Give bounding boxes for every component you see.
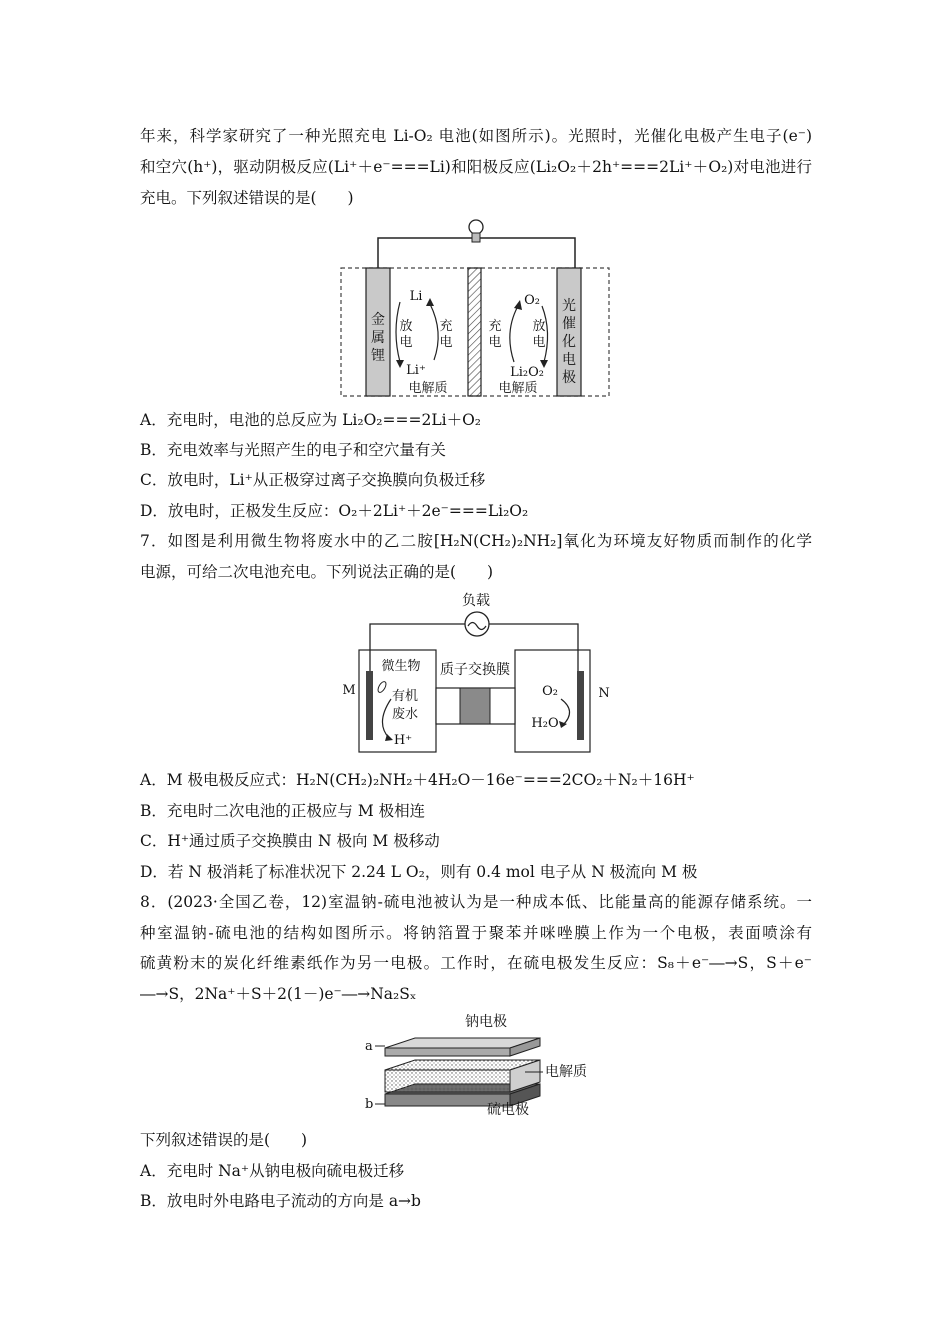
o2-label: O₂ (524, 293, 540, 308)
q8-stem-line-2: 种室温钠-硫电池的结构如图所示。将钠箔置于聚苯并咪唑膜上作为一个电极，表面喷涂有 (140, 924, 812, 942)
wastewater-label: 废水 (391, 707, 419, 722)
left-electrode-label-3: 锂 (371, 348, 385, 364)
left-discharge-1: 放 (399, 319, 413, 334)
m-label: M (342, 683, 356, 698)
q6-option-b: B．充电效率与光照产生的电子和空穴量有关 (140, 441, 446, 459)
q6-stem-line-2: 和空穴(h⁺)，驱动阴极反应(Li⁺＋e⁻===Li)和阳极反应(Li₂O₂＋2h⁺===2Li⁺＋O₂)对电池进行 (140, 158, 812, 176)
h-ion-label: H⁺ (393, 733, 413, 748)
right-discharge-2: 电 (532, 335, 546, 350)
q8-question: 下列叙述错误的是( ) (140, 1131, 308, 1149)
h2o-label: H₂O (531, 716, 559, 731)
n-electrode (577, 671, 584, 740)
left-charge-2: 电 (439, 335, 453, 350)
right-electrolyte-label: 电解质 (498, 381, 538, 396)
right-discharge-1: 放 (532, 319, 546, 334)
right-charge-1: 充 (488, 319, 502, 334)
right-electrode-label-5: 极 (562, 370, 576, 386)
q8-option-b: B．放电时外电路电子流动的方向是 a→b (140, 1192, 421, 1210)
sodium-sulfur-cell-diagram (355, 1008, 605, 1118)
o2-label-q7: O₂ (542, 684, 558, 699)
organic-label: 有机 (391, 689, 419, 704)
terminal-a-label: a (365, 1039, 373, 1054)
li-ion-label: Li⁺ (406, 363, 426, 378)
right-electrode-label-1: 光 (562, 298, 576, 314)
q8-stem-line-4: ―→S，2Na⁺＋S＋2(1－)e⁻―→Na₂Sₓ (140, 985, 417, 1003)
m-electrode (366, 671, 373, 740)
q6-option-c: C．放电时，Li⁺从正极穿过离子交换膜向负极迁移 (140, 471, 486, 489)
q7-option-d: D．若 N 极消耗了标准状况下 2.24 L O₂，则有 0.4 mol 电子从 N 极流向 M 极 (140, 863, 698, 881)
left-electrolyte-label: 电解质 (408, 381, 448, 396)
q8-option-a: A．充电时 Na⁺从钠电极向硫电极迁移 (140, 1162, 405, 1180)
left-charge-1: 充 (439, 319, 453, 334)
right-electrode-label-3: 化 (562, 334, 576, 350)
light-bulb-icon (465, 220, 487, 242)
q6-stem-line-3: 充电。下列叙述错误的是( ) (140, 189, 354, 207)
li2o2-label: Li₂O₂ (510, 365, 544, 380)
q7-stem-line-1: 7．如图是利用微生物将废水中的乙二胺[H₂N(CH₂)₂NH₂]氧化为环境友好物质而制作的化学 (140, 532, 812, 550)
q6-option-d: D．放电时，正极发生反应：O₂＋2Li⁺＋2e⁻===Li₂O₂ (140, 502, 529, 520)
left-electrode-label-1: 金 (371, 312, 385, 328)
microbe-label: 微生物 (381, 659, 421, 674)
right-charge-2: 电 (488, 335, 502, 350)
q7-option-c: C．H⁺通过质子交换膜由 N 极向 M 极移动 (140, 832, 440, 850)
left-electrode-label-2: 属 (371, 330, 385, 346)
electrolyte-label-q8: 电解质 (545, 1064, 587, 1080)
microbial-fuel-cell-diagram (335, 585, 625, 760)
right-electrode-label-2: 催 (562, 316, 576, 332)
q7-stem-line-2: 电源，可给二次电池充电。下列说法正确的是( ) (140, 563, 494, 581)
proton-exchange-membrane (460, 688, 490, 724)
left-discharge-2: 电 (399, 335, 413, 350)
q6-option-a: A．充电时，电池的总反应为 Li₂O₂===2Li＋O₂ (140, 411, 482, 429)
li-o2-cell-diagram (330, 210, 620, 402)
microbe-icon (376, 680, 387, 693)
sodium-electrode-label: 钠电极 (465, 1014, 507, 1030)
terminal-b-label: b (365, 1097, 374, 1112)
q8-stem-line-1: 8．(2023·全国乙卷，12)室温钠-硫电池被认为是一种成本低、比能量高的能源存储系统。一 (140, 893, 812, 911)
ion-exchange-membrane (468, 268, 481, 396)
n-label: N (598, 686, 610, 701)
load-label: 负载 (462, 593, 490, 609)
li-label: Li (409, 289, 423, 304)
load-resistor-icon (465, 612, 489, 636)
q6-stem-line-1: 年来，科学家研究了一种光照充电 Li-O₂ 电池(如图所示)。光照时，光催化电极产生电子(e⁻) (140, 127, 812, 145)
q8-stem-line-3: 硫黄粉末的炭化纤维素纸作为另一电极。工作时，在硫电极发生反应：S₈＋e⁻―→S，S＋e⁻ (140, 954, 812, 972)
q7-option-b: B．充电时二次电池的正极应与 M 极相连 (140, 802, 426, 820)
membrane-label: 质子交换膜 (440, 662, 510, 678)
right-electrode-label-4: 电 (562, 352, 576, 368)
q7-option-a: A．M 极电极反应式：H₂N(CH₂)₂NH₂＋4H₂O－16e⁻===2CO₂＋N₂＋16H⁺ (140, 771, 695, 789)
sulfur-electrode-label: 硫电极 (487, 1102, 529, 1118)
